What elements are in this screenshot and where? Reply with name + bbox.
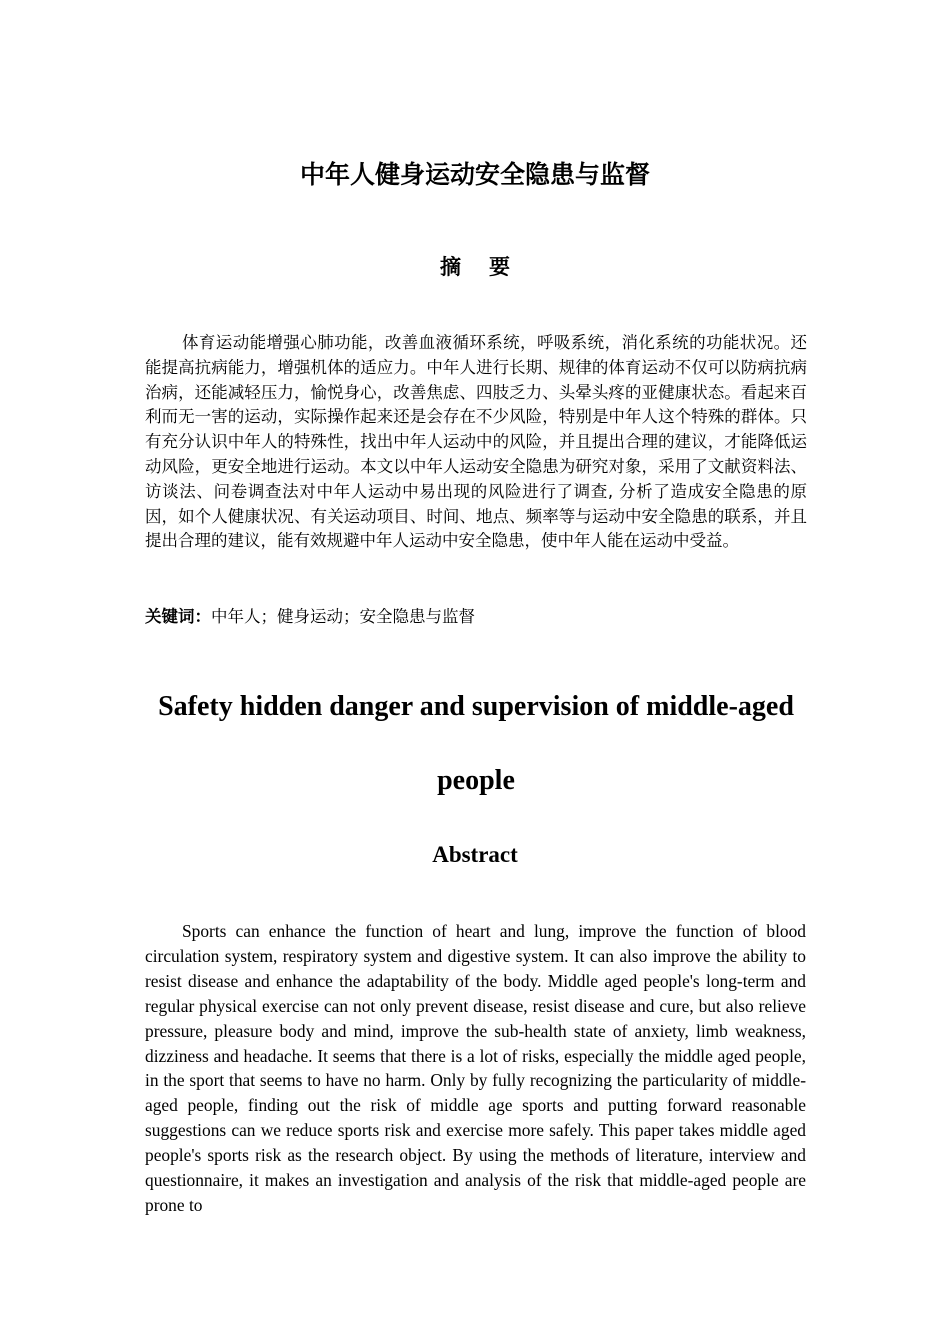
english-abstract-heading: Abstract (432, 842, 518, 867)
chinese-keywords-label: 关键词： (145, 607, 211, 626)
chinese-abstract-heading: 摘要 (440, 255, 538, 279)
chinese-title: 中年人健身运动安全隐患与监督 (299, 160, 650, 189)
chinese-keywords-text: 中年人；健身运动；安全隐患与监督 (211, 607, 475, 626)
english-title: Safety hidden danger and supervision of middle-aged people (158, 691, 794, 796)
chinese-keywords (145, 604, 807, 629)
english-abstract-body: Sports can enhance the function of heart and lung, improve the function of blood circulation system, respiratory system and digestive system. It can also improve the ability to resist disease and enhance the adaptability of the body. Middle aged people's long-term and regular physical exercise can not only prevent disease, resist disease and cure, but also relieve pressure, pleasure body and mind, improve the sub-health state of anxiety, limb weakness, dizziness and headache. It seems that there is a lot of risks, especially the middle aged people, in the sport that seems to have no harm. Only by fully recognizing the particularity of middle-aged people, finding out the risk of middle age sports and putting forward reasonable suggestions can we reduce sports risk and exercise more safely. This paper takes middle aged people's sports risk as the research object. By using the methods of literature, interview and questionnaire, it makes an investigation and analysis of the risk that middle-aged people are prone to (145, 921, 806, 1215)
chinese-abstract-body: 体育运动能增强心肺功能，改善血液循环系统，呼吸系统，消化系统的功能状况。还能提高抗病能力，增强机体的适应力。中年人进行长期、规律的体育运动不仅可以防病抗病治病，还能减轻压力，愉悦身心，改善焦虑、四肢乏力、头晕头疼的亚健康状态。看起来百利而无一害的运动，实际操作起来还是会存在不少风险，特别是中年人这个特殊的群体。只有充分认识中年人的特殊性，找出中年人运动中的风险，并且提出合理的建议，才能降低运动风险，更安全地进行运动。本文以中年人运动安全隐患为研究对象，采用了文献资料法、访谈法、问卷调查法对中年人运动中易出现的风险进行了调查, 分析了造成安全隐患的原因，如个人健康状况、有关运动项目、时间、地点、频率等与运动中安全隐患的联系，并且提出合理的建议，能有效规避中年人运动中安全隐患，使中年人能在运动中受益。 (145, 333, 807, 551)
